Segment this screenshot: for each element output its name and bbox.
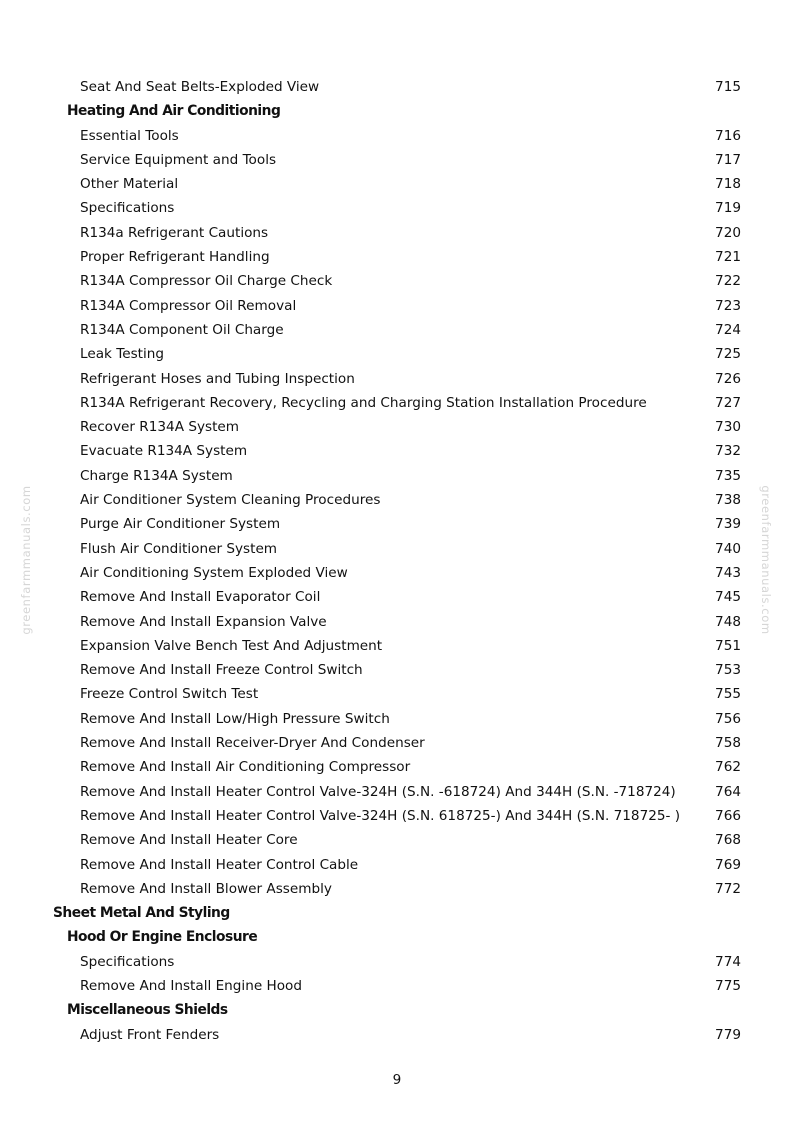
toc-entry[interactable] [0, 294, 794, 318]
toc-entry-page-number: 762 [715, 759, 741, 776]
toc-entry[interactable] [0, 318, 794, 342]
toc-entry-title: Service Equipment and Tools [80, 151, 277, 168]
toc-entry[interactable] [0, 342, 794, 366]
watermark-left: greenfarmmanuals.com [19, 485, 33, 635]
toc-entry-page-number: 719 [715, 200, 741, 217]
toc-entry-page-number: 717 [715, 151, 741, 168]
toc-entry-title: Remove And Install Heater Control Valve-324H (S.N. 618725-) And 344H (S.N. 718725- ) [80, 807, 681, 824]
toc-entry-title: Remove And Install Blower Assembly [80, 880, 332, 897]
toc-entry-title: R134A Component Oil Charge [80, 321, 284, 338]
toc-entry-page-number: 738 [715, 492, 741, 509]
toc-heading-title: Heating And Air Conditioning [67, 103, 281, 120]
toc-entry[interactable] [0, 561, 794, 585]
toc-entry-title: Other Material [80, 176, 179, 193]
toc-entry-page-number: 732 [715, 443, 741, 460]
toc-entry-page-number: 722 [715, 273, 741, 290]
toc-entry-page-number: 769 [715, 856, 741, 873]
toc-entry-page-number: 768 [715, 832, 741, 849]
toc-entry[interactable] [0, 853, 794, 877]
toc-entry-page-number: 751 [715, 637, 741, 654]
toc-entry-title: Expansion Valve Bench Test And Adjustment [80, 637, 383, 654]
toc-entry[interactable] [0, 196, 794, 220]
toc-entry[interactable] [0, 172, 794, 196]
toc-entry[interactable] [0, 439, 794, 463]
toc-entry-title: Recover R134A System [80, 419, 240, 436]
toc-entry-title: Essential Tools [80, 127, 179, 144]
toc-entry-title: Remove And Install Air Conditioning Compressor [80, 759, 411, 776]
toc-entry-page-number: 775 [715, 977, 741, 994]
toc-entry-title: Air Conditioning System Exploded View [80, 564, 348, 581]
toc-entry[interactable] [0, 780, 794, 804]
toc-entry-title: Remove And Install Evaporator Coil [80, 589, 321, 606]
toc-entry-title: Refrigerant Hoses and Tubing Inspection [80, 370, 355, 387]
toc-entry[interactable] [0, 585, 794, 609]
toc-entry[interactable] [0, 804, 794, 828]
toc-entry-title: R134A Compressor Oil Charge Check [80, 273, 333, 290]
toc-entry-page-number: 720 [715, 224, 741, 241]
toc-entry-page-number: 718 [715, 176, 741, 193]
toc-entry[interactable] [0, 269, 794, 293]
toc-entry-page-number: 772 [715, 880, 741, 897]
toc-entry-title: Remove And Install Low/High Pressure Switch [80, 710, 390, 727]
toc-entry-page-number: 724 [715, 321, 741, 338]
toc-entry-title: Remove And Install Freeze Control Switch [80, 662, 363, 679]
toc-entry[interactable] [0, 1023, 794, 1047]
toc-heading-title: Hood Or Engine Enclosure [67, 929, 258, 946]
toc-entry[interactable] [0, 245, 794, 269]
toc-entry[interactable] [0, 658, 794, 682]
toc-entry[interactable] [0, 415, 794, 439]
toc-entry[interactable] [0, 634, 794, 658]
toc-entry-title: Remove And Install Expansion Valve [80, 613, 327, 630]
toc-entry-title: Charge R134A System [80, 467, 233, 484]
toc-entry-page-number: 774 [715, 953, 741, 970]
toc-entry[interactable] [0, 731, 794, 755]
toc-entry-title: R134A Compressor Oil Removal [80, 297, 297, 314]
toc-entry-page-number: 723 [715, 297, 741, 314]
toc-entry-page-number: 721 [715, 249, 741, 266]
toc-entry-page-number: 745 [715, 589, 741, 606]
toc-entry-title: Specifications [80, 953, 175, 970]
toc-entry[interactable] [0, 367, 794, 391]
watermark-right: greenfarmmanuals.com [759, 485, 773, 635]
toc-entry[interactable] [0, 75, 794, 99]
toc-section-heading [0, 925, 794, 949]
toc-entry-title: R134a Refrigerant Cautions [80, 224, 269, 241]
toc-entry-page-number: 755 [715, 686, 741, 703]
toc-entry[interactable] [0, 682, 794, 706]
toc-entry-title: Remove And Install Receiver-Dryer And Condenser [80, 735, 425, 752]
toc-entry[interactable] [0, 391, 794, 415]
toc-entry-page-number: 726 [715, 370, 741, 387]
table-of-contents [0, 75, 794, 1047]
toc-entry-page-number: 727 [715, 394, 741, 411]
toc-entry[interactable] [0, 537, 794, 561]
toc-entry-page-number: 740 [715, 540, 741, 557]
toc-entry-page-number: 766 [715, 807, 741, 824]
toc-entry-page-number: 725 [715, 346, 741, 363]
toc-section-heading [0, 998, 794, 1022]
toc-entry[interactable] [0, 707, 794, 731]
toc-entry-title: Leak Testing [80, 346, 165, 363]
toc-entry[interactable] [0, 488, 794, 512]
toc-entry[interactable] [0, 828, 794, 852]
toc-entry-title: Flush Air Conditioner System [80, 540, 278, 557]
toc-entry[interactable] [0, 148, 794, 172]
toc-entry-title: Remove And Install Heater Core [80, 832, 298, 849]
toc-entry-page-number: 735 [715, 467, 741, 484]
toc-entry-title: Specifications [80, 200, 175, 217]
toc-entry-title: R134A Refrigerant Recovery, Recycling and Charging Station Installation Procedure [80, 394, 647, 411]
toc-entry[interactable] [0, 877, 794, 901]
toc-entry-page-number: 748 [715, 613, 741, 630]
toc-entry-page-number: 764 [715, 783, 741, 800]
toc-entry[interactable] [0, 221, 794, 245]
toc-entry-title: Purge Air Conditioner System [80, 516, 281, 533]
toc-entry-page-number: 716 [715, 127, 741, 144]
toc-entry-title: Remove And Install Heater Control Cable [80, 856, 359, 873]
toc-entry[interactable] [0, 950, 794, 974]
toc-entry-title: Evacuate R134A System [80, 443, 248, 460]
toc-entry-page-number: 779 [715, 1026, 741, 1043]
toc-entry-page-number: 715 [715, 79, 741, 95]
toc-entry-page-number: 753 [715, 662, 741, 679]
toc-entry-title: Adjust Front Fenders [80, 1026, 220, 1043]
toc-entry[interactable] [0, 512, 794, 536]
toc-entry-page-number: 758 [715, 735, 741, 752]
toc-section-heading [0, 99, 794, 123]
toc-section-heading [0, 901, 794, 925]
toc-entry-title: Proper Refrigerant Handling [80, 249, 270, 266]
toc-heading-title: Sheet Metal And Styling [53, 905, 230, 922]
toc-entry-title: Remove And Install Heater Control Valve-324H (S.N. -618724) And 344H (S.N. -718724) [80, 783, 676, 800]
toc-entry-page-number: 756 [715, 710, 741, 727]
page-number: 9 [392, 1072, 402, 1088]
toc-entry[interactable] [0, 610, 794, 634]
toc-entry-title: Remove And Install Engine Hood [80, 977, 302, 994]
toc-entry-title: Air Conditioner System Cleaning Procedures [80, 492, 381, 509]
toc-heading-title: Miscellaneous Shields [67, 1002, 228, 1019]
toc-entry[interactable] [0, 124, 794, 148]
toc-entry[interactable] [0, 974, 794, 998]
toc-entry[interactable] [0, 464, 794, 488]
toc-entry-title: Freeze Control Switch Test [80, 686, 259, 703]
toc-entry-page-number: 739 [715, 516, 741, 533]
toc-entry-page-number: 743 [715, 564, 741, 581]
toc-entry-page-number: 730 [715, 419, 741, 436]
toc-entry[interactable] [0, 755, 794, 779]
toc-entry-title: Seat And Seat Belts-Exploded View [80, 79, 320, 95]
